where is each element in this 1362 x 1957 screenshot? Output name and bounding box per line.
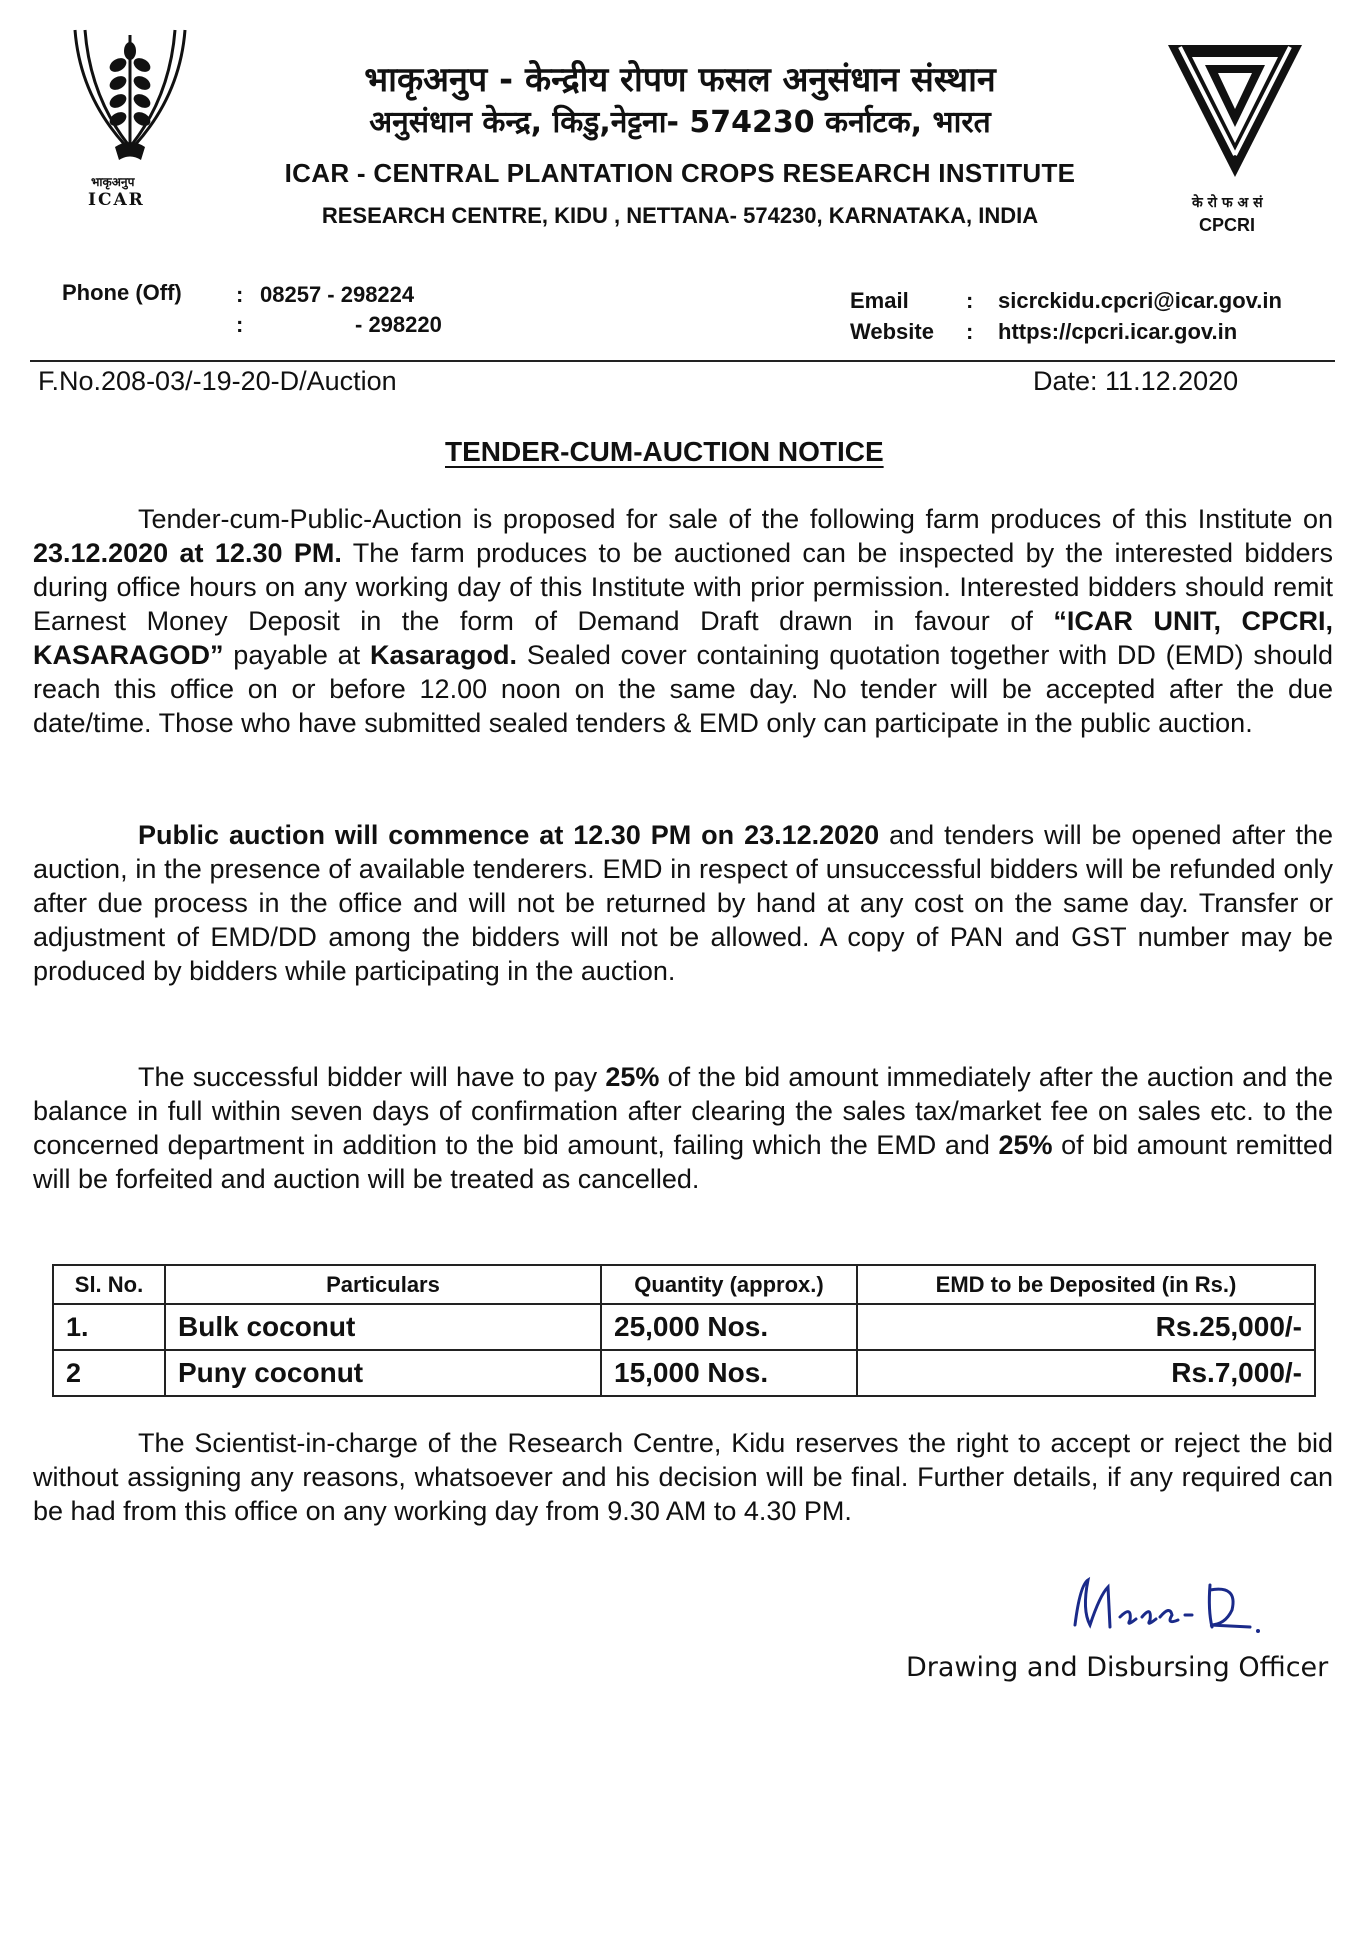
icar-logo-hindi-caption: भाकृअनुप xyxy=(91,175,135,189)
notice-date: Date: 11.12.2020 xyxy=(1033,366,1239,396)
icar-wheat-logo-icon xyxy=(55,25,205,175)
table-cell-quantity: 15,000 Nos. xyxy=(601,1350,857,1396)
para1-bold-3: Kasaragod. xyxy=(369,640,518,670)
phone-separator-1: : xyxy=(236,282,244,307)
header-hindi-line2: अनुसंधान केन्द्र, किडु,नेट्टना- 574230 कर्नाटक, भारत xyxy=(369,105,991,140)
table-header-emd: EMD to be Deposited (in Rs.) xyxy=(857,1265,1315,1304)
table-cell-particulars: Bulk coconut xyxy=(165,1304,601,1350)
table-cell-sl-no: 2 xyxy=(53,1350,165,1396)
auction-items-table xyxy=(52,1264,1316,1397)
para1-text-4: Sealed cover containing quotation together with DD (EMD) should reach this office on or before 12.00 noon on the same day. No tender will be accepted after the due date/time. Those who have submitted sealed tenders & EMD only can participate in the public auction. xyxy=(33,640,1333,738)
paragraph-1 xyxy=(33,502,1333,740)
header-divider xyxy=(30,360,1335,362)
cpcri-logo-caption: CPCRI xyxy=(1199,215,1256,235)
table-header-quantity: Quantity (approx.) xyxy=(601,1265,857,1304)
table-header-sl-no: Sl. No. xyxy=(53,1265,165,1304)
file-number: F.No.208-03/-19-20-D/Auction xyxy=(38,366,397,396)
para1-bold-1: 23.12.2020 at 12.30 PM. xyxy=(33,538,342,568)
phone-separator-2: : xyxy=(236,312,244,337)
cpcri-logo-hindi-caption: के रो फ अ सं xyxy=(1192,195,1263,211)
paragraph-2 xyxy=(33,818,1333,988)
website-separator: : xyxy=(966,319,974,344)
para1-text-2: The farm produces to be auctioned can be inspected by the interested bidders during office hours on any working day of this Institute with prior permission. Interested bidders should remit Earnest Money Deposit in the form of Demand Draft drawn in favour of xyxy=(33,538,1333,636)
table-cell-sl-no: 1. xyxy=(53,1304,165,1350)
table-header-particulars: Particulars xyxy=(165,1265,601,1304)
table-cell-emd: Rs.7,000/- xyxy=(857,1350,1315,1396)
table-header-row xyxy=(53,1265,1315,1304)
paragraph-4 xyxy=(33,1426,1333,1528)
table-row xyxy=(53,1350,1315,1396)
icar-logo-caption: ICAR xyxy=(88,190,145,210)
email-link[interactable]: sicrckidu.cpcri@icar.gov.in xyxy=(998,288,1282,313)
website-link[interactable]: https://cpcri.icar.gov.in xyxy=(998,319,1238,344)
table-cell-quantity: 25,000 Nos. xyxy=(601,1304,857,1350)
phone-number-1: 08257 - 298224 xyxy=(260,282,415,307)
para3-text-2: of the bid amount immediately after the auction and the balance in full within seven days of confirmation after clearing the sales tax/market fee on sales etc. to the concerned department in addition to the bid amount, failing which the EMD and xyxy=(33,1062,1334,1160)
signatory-designation: Drawing and Disbursing Officer xyxy=(906,1652,1329,1683)
header-english-line2: RESEARCH CENTRE, KIDU , NETTANA- 574230, KARNATAKA, INDIA xyxy=(321,203,1039,228)
signature xyxy=(1060,1565,1280,1650)
cpcri-v-logo-icon xyxy=(1160,35,1310,185)
notice-title: TENDER-CUM-AUCTION NOTICE xyxy=(445,436,884,467)
table-cell-particulars: Puny coconut xyxy=(165,1350,601,1396)
phone-number-2: - 298220 xyxy=(355,312,442,337)
para1-bold-2: “ICAR UNIT, CPCRI, KASARAGOD” xyxy=(33,606,1333,670)
para3-bold-1: 25% xyxy=(605,1062,660,1092)
para1-text-1: Tender-cum-Public-Auction is proposed for sale of the following farm produces of this Institute on xyxy=(138,504,1333,534)
para2-bold-1: Public auction will commence at 12.30 PM on 23.12.2020 xyxy=(138,820,880,850)
para3-bold-2: 25% xyxy=(998,1130,1053,1160)
handwritten-signature-icon xyxy=(1060,1565,1280,1645)
header-hindi-line1: भाकृअनुप - केन्द्रीय रोपण फसल अनुसंधान संस्थान xyxy=(364,60,996,100)
para4-text: The Scientist-in-charge of the Research Centre, Kidu reserves the right to accept or reject the bid without assigning any reasons, whatsoever and his decision will be final. Further details, if any required can be had from this office on any working day from 9.30 AM to 4.30 PM. xyxy=(33,1428,1333,1526)
icar-logo xyxy=(55,25,205,225)
para2-text-1: and tenders will be opened after the auction, in the presence of available tenderers. EMD in respect of unsuccessful bidders will be refunded only after due process in the office and will not be returned by hand at any cost on the same day. Transfer or adjustment of EMD/DD among the bidders will not be allowed. A copy of PAN and GST number may be produced by bidders while participating in the auction. xyxy=(33,820,1333,986)
table-cell-emd: Rs.25,000/- xyxy=(857,1304,1315,1350)
para3-text-3: of bid amount remitted will be forfeited and auction will be treated as cancelled. xyxy=(33,1130,1333,1194)
phone-label: Phone (Off) xyxy=(62,280,182,305)
table-row xyxy=(53,1304,1315,1350)
email-label: Email xyxy=(850,288,909,313)
header-english-line1: ICAR - CENTRAL PLANTATION CROPS RESEARCH INSTITUTE xyxy=(284,158,1076,188)
cpcri-logo xyxy=(1160,35,1310,245)
website-label: Website xyxy=(850,319,934,344)
paragraph-3 xyxy=(33,1060,1333,1196)
para1-text-3: payable at xyxy=(223,640,370,670)
para3-text-1: The successful bidder will have to pay xyxy=(138,1062,606,1092)
email-separator: : xyxy=(966,288,974,313)
